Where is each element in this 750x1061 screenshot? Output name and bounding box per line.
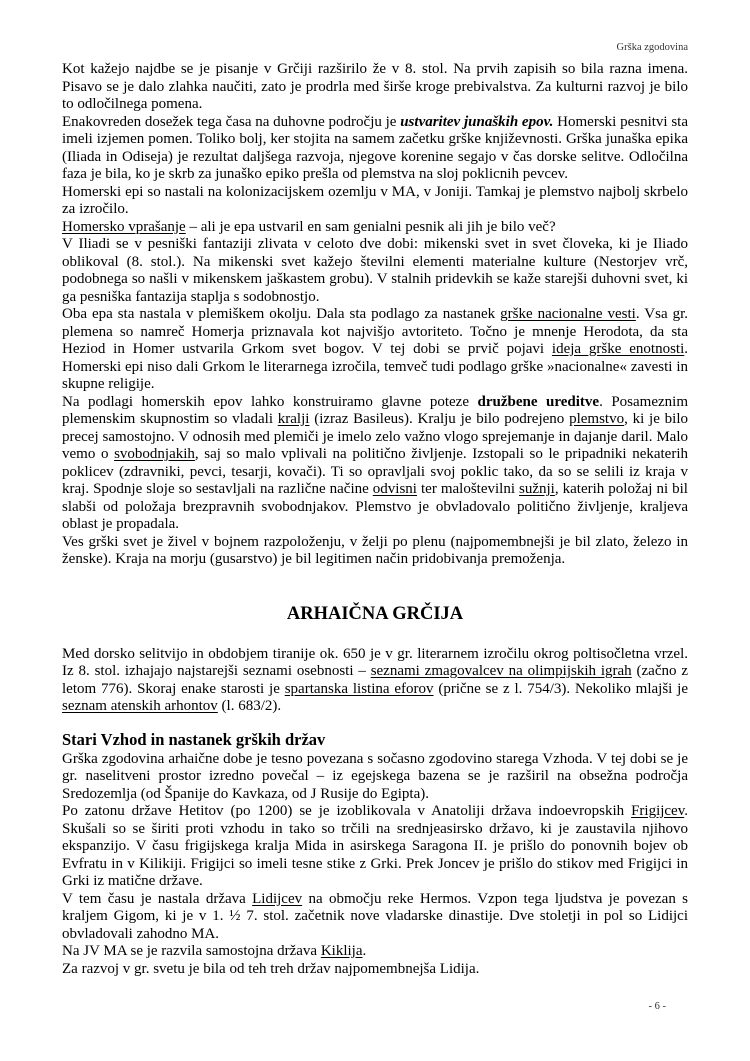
text-run: Po zatonu države Hetitov (po 1200) se je izoblikovala v Anatoliji država indoevropskih [62, 803, 632, 819]
paragraph [62, 646, 688, 716]
underlined-text: ideja grške enotnosti [551, 341, 685, 357]
text-run: V tem času je nastala država [62, 890, 253, 907]
text-run: Na podlagi homerskih epov lahko konstruiramo glavne poteze [62, 393, 478, 410]
underlined-text: odvisni [372, 481, 417, 497]
page-number: - 6 - [648, 1001, 666, 1012]
underlined-text: grške nacionalne vesti [500, 306, 636, 322]
text-run: Na JV MA se je razvila samostojna država [62, 943, 321, 959]
bold-italic-text: ustvaritev junaških epov. [400, 113, 554, 130]
paragraph [62, 219, 688, 237]
text-run: (l. 683/2). [217, 698, 282, 714]
paragraph [62, 236, 688, 306]
paragraph [62, 184, 688, 219]
text-run: Med dorsko selitvijo in obdobjem tiranije ok. 650 je v gr. literarnem izročilu okrog poltisočletna vrzel. Iz 8. stol. izhajajo najstarejši seznami osebnosti – [62, 645, 688, 679]
paragraph [62, 61, 688, 114]
text-run: na območju reke Hermos. Vzpon tega ljudstva je povezan s kraljem Gigom, ki je v 1. ½ 7. stol. začetnik nove vladarske dinastije. Dve stoletji in pol so Lidijci obvladovali zahodno MA. [62, 890, 688, 942]
underlined-text: spartanska listina eforov [284, 680, 434, 697]
text-run: (prične se z l. 754/3). Nekoliko mlajši je [433, 680, 688, 697]
text-run: , ki je bilo precej samostojno. V odnosih med plemiči je imelo zelo važno vlogo sprejemanje in dajanje daril. Malo vemo o [62, 411, 688, 462]
paragraph [62, 891, 688, 944]
text-run: Kot kažejo najdbe se je pisanje v Grčiji razširilo že v 8. stol. Na prvih zapisih so bila razna imena. Pisavo se je dalo zlahka naučiti, zato je prodrla med širše kroge prebivalstva. Za kulturni razvoj je bilo to odločilnega pomena. [62, 61, 688, 112]
page-header [62, 42, 688, 54]
text-run: , katerih položaj ni bil slabši od položaja brezpravnih svobodnjakov. Plemstvo je obvladovalo politično življenje, kraljeva oblast je propadala. [62, 481, 688, 532]
text-run: Grška zgodovina arhaične dobe je tesno povezana s sočasno zgodovino starega Vzhoda. V tej dobi se je gr. naselitveni prostor izredno povečal – iz egejskega bazena se je razširil na obsežna področja Sredozemlja (od Španije do Kavkaza, od J Rusije do Egipta). [62, 750, 688, 802]
underlined-text: Kiklija [320, 943, 363, 959]
text-run: . Skušali so se širiti proti vzhodu in tako so trčili na srednjeasirsko državo, ki je zaustavila njihovo ekspanzijo. V času frigijskega kralja Mida in asirskega Saragona II. je prišlo do ponovnih bojev ob Evfratu in v Kilikiji. Frigijci so imeli tesne stike z Grki. Prek Joncev je prišlo do stikov med Frigijci in Grki iz matične države. [62, 803, 688, 889]
text-run: . [362, 943, 367, 959]
text-run: . Vsa gr. plemena so namreč Homerja priznavala kot najvišjo avtoriteto. Točno je mnenje Herodota, da sta Heziod in Homer ustvarila Grkom svet bogov. V tej dobi se prvič pojavi [62, 306, 689, 357]
text-run: Enakovreden dosežek tega časa na duhovne področju je [62, 113, 401, 130]
text-run: Oba epa sta nastala v plemiškem okolju. Dala sta podlago za nastanek [62, 306, 501, 322]
underlined-text: svobodnjakih [114, 446, 195, 462]
text-run: Homerski epi so nastali na kolonizacijskem ozemlju v MA, v Joniji. Tamkaj je plemstvo najbolj skrbelo za izročilo. [62, 183, 688, 217]
bold-text: družbene ureditve [477, 393, 600, 410]
paragraph [62, 534, 688, 569]
text-run: (izraz Basileus). Kralju je bilo podrejeno [309, 411, 570, 427]
text-run: Za razvoj v gr. svetu je bila od teh treh držav najpomembnejša Lidija. [62, 960, 480, 977]
paragraph [62, 943, 688, 961]
paragraph [62, 394, 688, 534]
underlined-text: Homersko vprašanje [62, 218, 186, 235]
underlined-text: Lidijcev [252, 890, 303, 907]
paragraph [62, 803, 688, 891]
section-heading: Stari Vzhod in nastanek grških držav [62, 729, 326, 749]
text-run: . Posameznim plemenskim skupnostim so vladali [62, 393, 688, 427]
underlined-text: plemstvo [569, 411, 625, 427]
running-title: Grška zgodovina [616, 42, 688, 53]
chapter-heading: ARHAIČNA GRČIJA [286, 603, 464, 624]
paragraph [62, 114, 688, 184]
text-run: , saj so malo vplivali na politično življenje. Izstopali so le pripadniki nekaterih poklicev (zdravniki, pevci, tesarji, kovači). Ti so opravljali svoj poklic tako, da so se selili iz kraja v kraj. Spodnje sloje so sestavljali na različne načine [62, 446, 688, 497]
underlined-text: seznami zmagovalcev na olimpijskih igrah [370, 663, 632, 679]
underlined-text: Frigijcev [631, 803, 685, 819]
text-run: – ali je epa ustvaril en sam genialni pesnik ali jih je bilo več? [185, 218, 556, 235]
document-body [62, 61, 688, 978]
text-run: Ves grški svet je živel v bojnem razpoloženju, v želji po plenu (najpomembnejši je bil zlato, železo in ženske). Kraja na morju (gusarstvo) je bil legitimen način pridobivanja premoženja. [62, 533, 688, 567]
underlined-text: kralji [277, 411, 310, 427]
text-run: ter maloštevilni [416, 481, 520, 497]
paragraph [62, 751, 688, 804]
text-run: (začno z letom 776). Skoraj enake starosti je [62, 663, 688, 697]
text-run: . Homerski epi niso dali Grkom le literarnega izročila, temveč tudi podlago grške »nacionalne« zavesti in skupne religije. [62, 341, 688, 392]
paragraph [62, 306, 688, 394]
text-run: Homerski pesnitvi sta imeli izjemen pomen. Toliko bolj, ker stojita na samem začetku grške književnosti. Grška junaška epika (Iliada in Odiseja) je rezultat daljšega razvoja, njegove korenine segajo v čas dorske selitve. Odločilna faza je bila, ko je skrb za junaško epiko prešla od plemstva na sloj poklicnih pevcev. [62, 113, 688, 182]
paragraph [62, 961, 688, 979]
text-run: V Iliadi se v pesniški fantaziji zlivata v celoto dve dobi: mikenski svet in svet človeka, ki je Iliado oblikoval (8. stol.). Na mikenski svet kažejo številni elementi materialne kulture (Nestorjev vrč, podobnega so našli v mikenskem jaškastem grobu). V stalnih pridevkih se kaže starejši duhovni svet, ki ga pesniška fantazija staplja s sodobnostjo. [62, 236, 688, 305]
underlined-text: seznam atenskih arhontov [62, 698, 218, 714]
underlined-text: sužnji [519, 481, 555, 497]
